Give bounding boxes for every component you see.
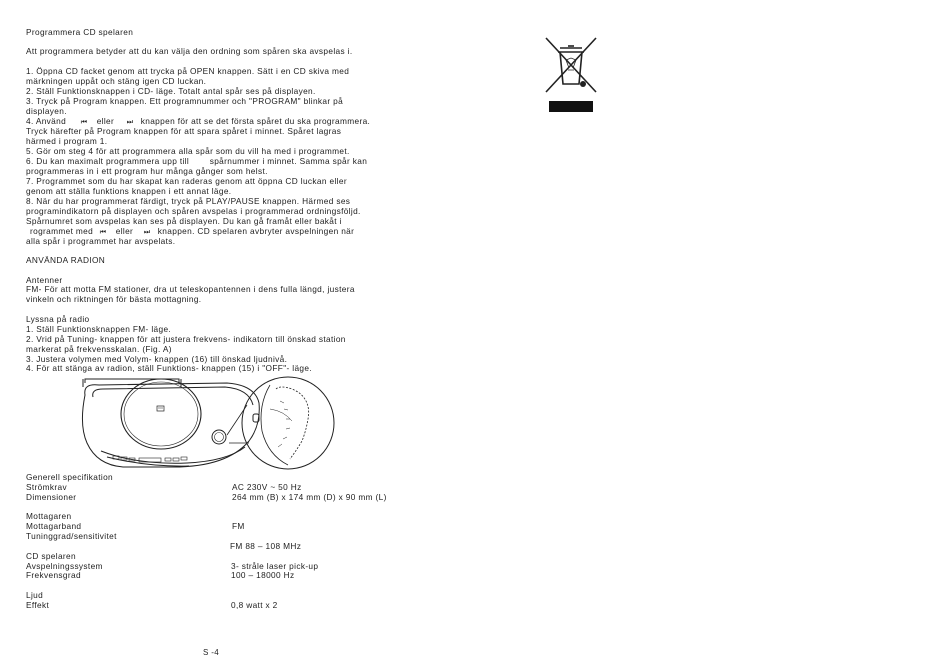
- spec-value: 100 – 18000 Hz: [231, 570, 295, 580]
- spec-value: 264 mm (B) x 174 mm (D) x 90 mm (L): [232, 492, 387, 502]
- spec-subtitle: Ljud: [26, 590, 44, 600]
- antenna-title: Antenner: [26, 275, 63, 285]
- spec-label: Dimensioner: [26, 492, 77, 502]
- antenna-line: FM- För att motta FM stationer, dra ut teleskopantennen i dens fulla längd, justera: [26, 284, 355, 294]
- program-line-part: eller: [96, 116, 115, 126]
- program-line: 5. Gör om steg 4 för att programmera alla spår som du vill ha med i programmet.: [26, 146, 350, 156]
- program-line: 1. Öppna CD facket genom att trycka på OPEN knappen. Sätt i en CD skiva med: [26, 66, 350, 76]
- spec-value: 3- stråle laser pick-up: [231, 561, 319, 571]
- listen-line: 3. Justera volymen med Volym- knappen (16) till önskad ljudnivå.: [26, 354, 288, 364]
- skip-back-icon: ⏮: [80, 119, 87, 126]
- skip-forward-icon: ⏭: [143, 229, 150, 236]
- page-number: S -4: [203, 648, 220, 657]
- program-line: programmeras in i ett program hur många gånger som helst.: [26, 166, 268, 176]
- program-line: Spårnumret som avspelas kan ses på displayen. Du kan gå framåt eller bakåt i: [26, 216, 342, 226]
- program-line-step6: [26, 156, 367, 166]
- spec-title: Generell specifikation: [26, 472, 114, 482]
- program-line: 8. När du har programmerat färdigt, tryck på PLAY/PAUSE knappen. Härmed ses: [26, 196, 351, 206]
- spec-label: Strömkrav: [26, 482, 67, 492]
- spec-label: Mottagarband: [26, 521, 82, 531]
- spec-value: FM 88 – 108 MHz: [230, 541, 302, 551]
- program-line-part: spårnummer i minnet. Samma spår kan: [209, 156, 368, 166]
- program-line-part: rogrammet med: [30, 226, 94, 236]
- program-line-part: 6. Du kan maximalt programmera upp till: [26, 156, 190, 166]
- spec-label: Tuninggrad/sensitivitet: [26, 531, 117, 541]
- program-line-part: 4. Använd: [26, 116, 67, 126]
- spec-value: FM: [232, 521, 245, 531]
- antenna-line: vinkeln och riktningen för bästa mottagning.: [26, 294, 202, 304]
- program-line: 2. Ställ Funktionsknappen i CD- läge. Totalt antal spår ses på displayen.: [26, 86, 316, 96]
- program-line: programindikatorn på displayen och spåren avspelas i programmerad ordningsföljd.: [26, 206, 361, 216]
- spec-subtitle: Mottagaren: [26, 511, 72, 521]
- program-line-part: knappen. CD spelaren avbryter avspelningen när: [157, 226, 355, 236]
- program-line: märkningen uppåt och stäng igen CD luckan.: [26, 76, 207, 86]
- spec-label: Effekt: [26, 600, 50, 610]
- program-line-part: eller: [115, 226, 134, 236]
- program-intro: Att programmera betyder att du kan välja den ordning som spåren ska avspelas i.: [26, 46, 353, 56]
- program-line: 3. Tryck på Program knappen. Ett programnummer och "PROGRAM" blinkar på: [26, 96, 344, 106]
- spec-subtitle: CD spelaren: [26, 551, 76, 561]
- crossed-out-wheelie-bin-icon: [544, 36, 598, 114]
- program-line: 7. Programmet som du har skapat kan raderas genom att öppna CD luckan eller: [26, 176, 347, 186]
- spec-value: 0,8 watt x 2: [231, 600, 278, 610]
- program-line: genom att ställa funktions knappen i ett annat läge.: [26, 186, 232, 196]
- section-title-program: Programmera CD spelaren: [26, 27, 134, 37]
- spec-label: Frekvensgrad: [26, 570, 81, 580]
- program-line-part: knappen för att se det första spåret du ska programmera.: [140, 116, 371, 126]
- listen-line: 2. Vrid på Tuning- knappen för att justera frekvens- indikatorn till önskad station: [26, 334, 346, 344]
- spec-value: AC 230V ~ 50 Hz: [232, 482, 302, 492]
- listen-line: 4. För att stänga av radion, ställ Funktions- knappen (15) i "OFF"- läge.: [26, 363, 312, 373]
- skip-forward-icon: ⏭: [126, 119, 133, 126]
- program-line: alla spår i programmet har avspelats.: [26, 236, 176, 246]
- spec-label: Avspelningssystem: [26, 561, 103, 571]
- section-title-radio: ANVÄNDA RADION: [26, 255, 106, 265]
- listen-title: Lyssna på radio: [26, 314, 90, 324]
- tuning-dial-zoom-illustration: [240, 375, 336, 471]
- listen-line: 1. Ställ Funktionsknappen FM- läge.: [26, 324, 172, 334]
- program-line: härmed i program 1.: [26, 136, 108, 146]
- skip-back-icon: ⏮: [99, 229, 106, 236]
- program-line: Tryck härefter på Program knappen för att spara spåret i minnet. Spåret lagras: [26, 126, 342, 136]
- listen-line: markerat på frekvensskalan. (Fig. A): [26, 344, 172, 354]
- program-line: displayen.: [26, 106, 67, 116]
